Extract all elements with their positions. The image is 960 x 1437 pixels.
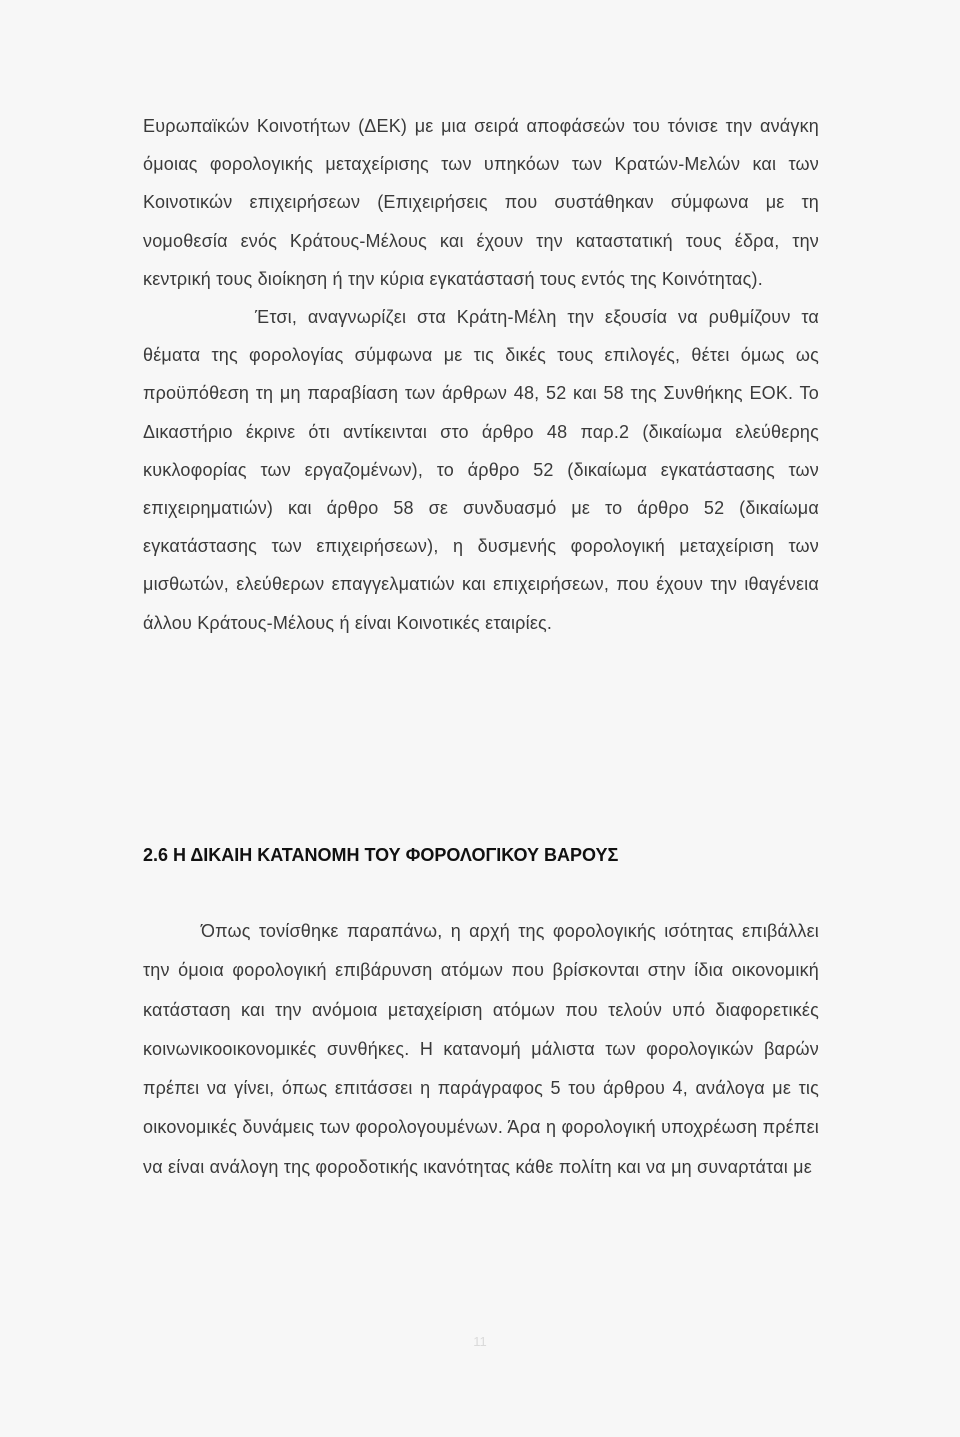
body-text-top [143, 107, 819, 642]
paragraph-1: Ευρωπαϊκών Κοινοτήτων (ΔΕΚ) με μια σειρά αποφάσεών του τόνισε την ανάγκη όμοιας φορολογικής μεταχείρισης των υπηκόων των Κρατών-Μελών και των Κοινοτικών επιχειρήσεων (Επιχειρήσεις που συστάθηκαν σύμφωνα με τη νομοθεσία ενός Κράτους-Μέλους και έχουν την καταστατική τους έδρα, την κεντρική τους διοίκηση ή την κύρια εγκατάστασή τους εντός της Κοινότητας). [143, 116, 819, 289]
paragraph-2: Έτσι, αναγνωρίζει στα Κράτη-Μέλη την εξουσία να ρυθμίζουν τα θέματα της φορολογίας σύμφωνα με τις δικές τους επιλογές, θέτει όμως ως προϋπόθεση τη μη παραβίαση των άρθρων 48, 52 και 58 της Συνθήκης ΕΟΚ. Το Δικαστήριο έκρινε ότι αντίκεινται στο άρθρο 48 παρ.2 (δικαίωμα ελεύθερης κυκλοφορίας των εργαζομένων), το άρθρο 52 (δικαίωμα εγκατάστασης των επιχειρηματιών) και άρθρο 58 σε συνδυασμό με το άρθρο 52 (δικαίωμα εγκατάστασης των επιχειρήσεων), η δυσμενής φορολογική μεταχείριση των μισθωτών, ελεύθερων επαγγελματιών και επιχειρήσεων, που έχουν την ιθαγένεια άλλου Κράτους-Μέλους ή είναι Κοινοτικές εταιρίες. [143, 307, 819, 633]
body-text-bottom [143, 912, 819, 1187]
paragraph-3: Όπως τονίσθηκε παραπάνω, η αρχή της φορολογικής ισότητας επιβάλλει την όμοια φορολογική επιβάρυνση ατόμων που βρίσκονται στην ίδια οικονομική κατάσταση και την ανόμοια μεταχείριση ατόμων που τελούν υπό διαφορετικές κοινωνικοοικονομικές συνθήκες. Η κατανομή μάλιστα των φορολογικών βαρών πρέπει να γίνει, όπως επιτάσσει η παράγραφος 5 του άρθρου 4, ανάλογα με τις οικονομικές δυνάμεις των φορολογουμένων. Άρα η φορολογική υποχρέωση πρέπει να είναι ανάλογη της φοροδοτικής ικανότητας κάθε πολίτη και να μη συναρτάται με [143, 921, 819, 1177]
page-number: 11 [473, 1334, 487, 1349]
section-heading: 2.6 Η ΔΙΚΑΙΗ ΚΑΤΑΝΟΜΗ ΤΟΥ ΦΟΡΟΛΟΓΙΚΟΥ ΒΑΡΟΥΣ [143, 845, 619, 865]
